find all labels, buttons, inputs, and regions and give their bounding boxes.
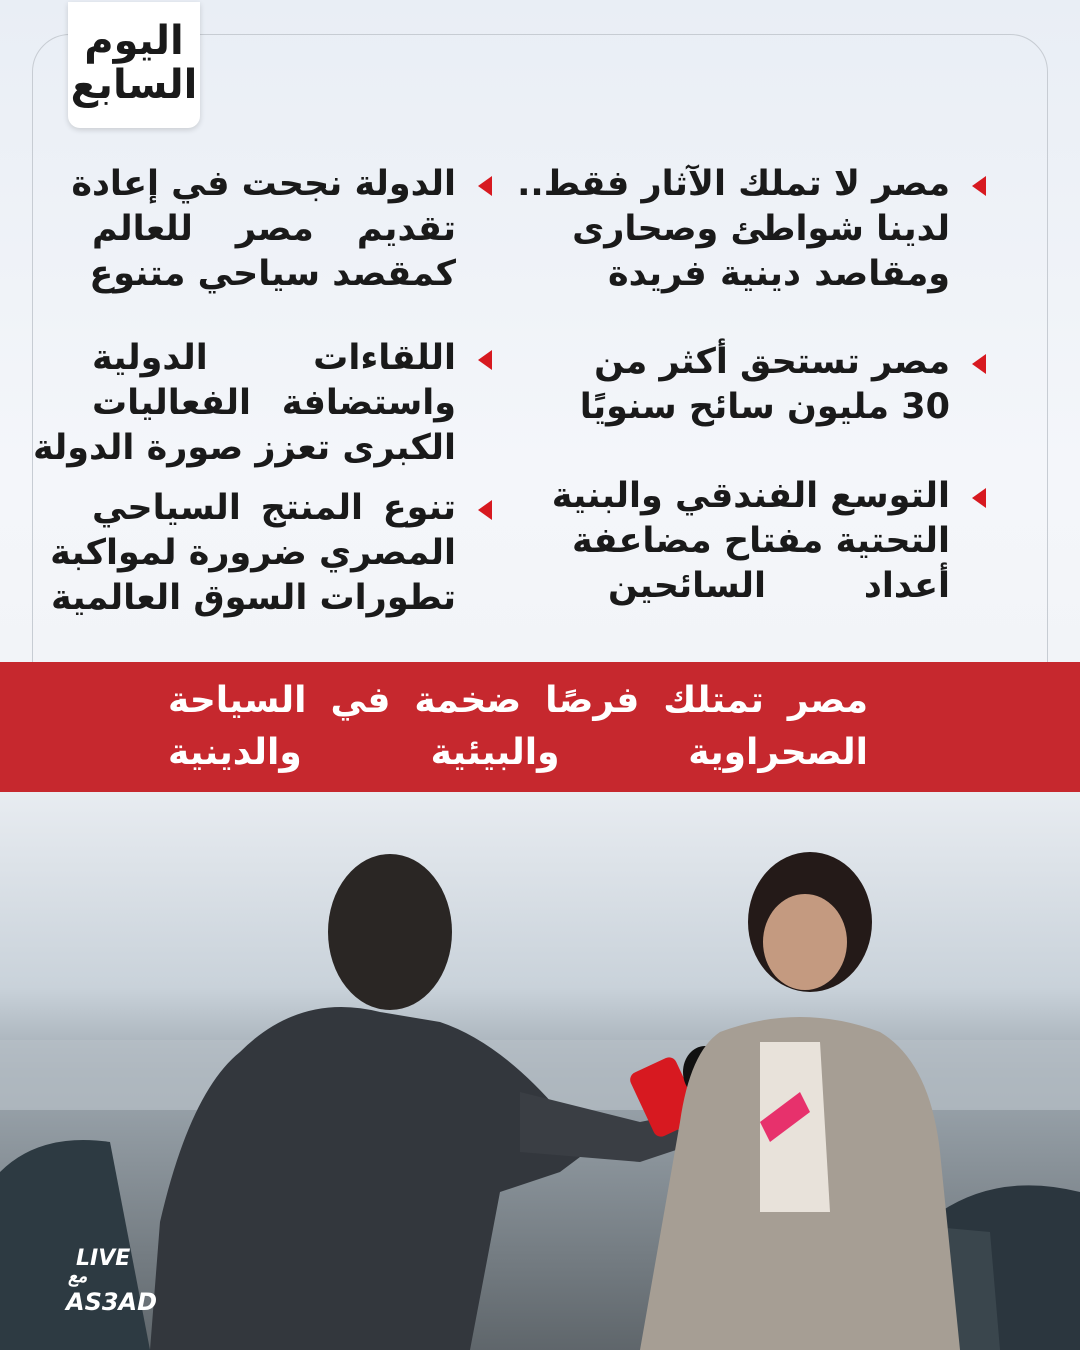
bullet-line: الكبرى تعزز صورة الدولة: [32, 428, 456, 468]
bullet-line: تنوع المنتج السياحي: [92, 488, 456, 528]
bullet-triangle-icon: [478, 350, 492, 370]
bullet-triangle-icon: [478, 500, 492, 520]
bullet-line: واستضافة الفعاليات: [92, 383, 456, 423]
bullet-triangle-icon: [972, 354, 986, 374]
bullet-line: التحتية مفتاح مضاعفة: [572, 521, 950, 561]
bullet-triangle-icon: [478, 176, 492, 196]
logo-line-2: السابع: [70, 62, 198, 108]
bullet-left-2: [32, 336, 456, 471]
watermark-name: AS3AD: [66, 1288, 158, 1316]
bullet-right-2: [579, 340, 950, 430]
bullet-line: 30 مليون سائح سنويًا: [579, 387, 950, 427]
bullet-line: لدينا شواطئ وصحارى: [572, 209, 950, 249]
bullet-line: مصر تستحق أكثر من: [594, 342, 950, 382]
bullet-triangle-icon: [972, 488, 986, 508]
bullet-line: التوسع الفندقي والبنية: [551, 476, 950, 516]
bullet-line: الدولة نجحت في إعادة: [71, 164, 456, 204]
interview-photo-illustration: [0, 792, 1080, 1350]
bullet-line: تطورات السوق العالمية: [50, 578, 456, 618]
banner-line-1: مصر تمتلك فرصًا ضخمة في السياحة: [168, 680, 868, 721]
bullet-line: مصر لا تملك الآثار فقط..: [517, 164, 950, 204]
headline-banner: [0, 662, 1080, 792]
bullet-left-1: [71, 162, 456, 297]
bullet-triangle-icon: [972, 176, 986, 196]
bullet-left-3: [50, 486, 456, 621]
banner-line-2: الصحراوية والبيئية والدينية: [168, 732, 868, 773]
bullet-line: ومقاصد دينية فريدة: [608, 254, 950, 294]
live-watermark-logo: [64, 1246, 158, 1318]
bullet-line: تقديم مصر للعالم: [92, 209, 456, 249]
watermark-live: LIVE: [76, 1246, 131, 1271]
logo-line-1: اليوم: [84, 18, 184, 64]
bullet-line: اللقاءات الدولية: [92, 338, 456, 378]
bullet-line: المصري ضرورة لمواكبة: [50, 533, 456, 573]
brand-logo: [68, 2, 200, 128]
bullet-right-3: [551, 474, 950, 609]
bullet-right-1: [517, 162, 950, 297]
bullet-line: كمقصد سياحي متنوع: [89, 254, 456, 294]
interview-photo: [0, 792, 1080, 1350]
watermark-with: مع: [68, 1266, 88, 1287]
bullet-line: أعداد السائحين: [608, 566, 950, 606]
